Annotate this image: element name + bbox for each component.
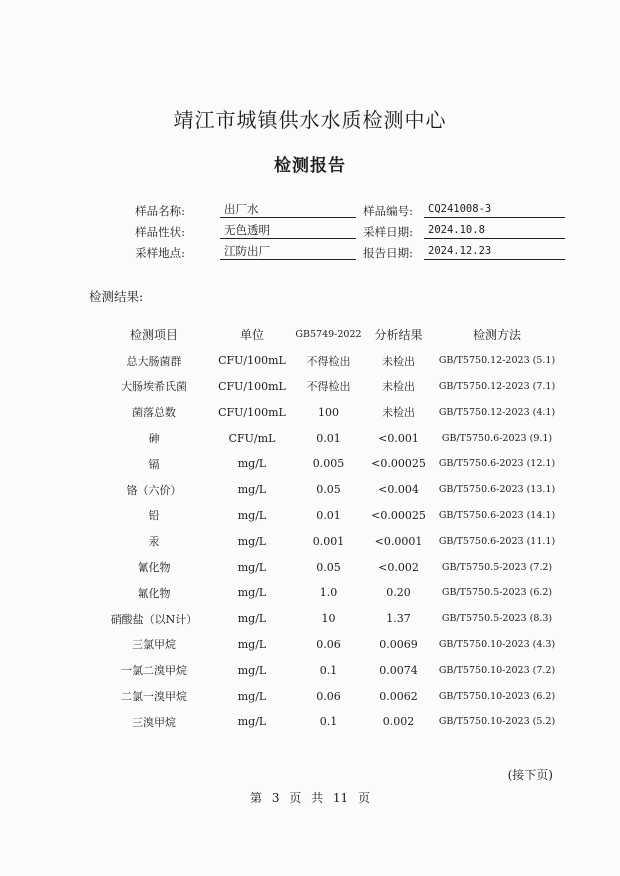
column-header-item: 检测项目	[129, 328, 178, 343]
result-cell: 0.0074	[379, 663, 418, 677]
item-name-cell: 大肠埃希氏菌	[121, 380, 187, 394]
result-cell: <0.0001	[374, 534, 423, 548]
item-name-cell: 硝酸盐（以N计）	[110, 612, 198, 626]
result-cell: 0.20	[386, 586, 411, 600]
unit-cell: mg/L	[237, 560, 267, 574]
unit-cell: mg/L	[237, 534, 267, 548]
method-cell: GB/T5750.5-2023 (7.2)	[441, 561, 553, 573]
item-name-cell: 氟化物	[137, 586, 171, 600]
result-cell: 未检出	[382, 354, 415, 368]
unit-cell: mg/L	[237, 483, 267, 497]
method-cell: GB/T5750.10-2023 (5.2)	[438, 716, 556, 728]
method-cell: GB/T5750.6-2023 (9.1)	[441, 432, 553, 444]
result-cell: <0.001	[378, 431, 419, 445]
unit-cell: CFU/100mL	[218, 379, 286, 393]
method-cell: GB/T5750.6-2023 (13.1)	[438, 484, 556, 496]
unit-cell: CFU/100mL	[218, 405, 286, 419]
table-row	[98, 374, 560, 400]
method-cell: GB/T5750.5-2023 (8.3)	[441, 613, 553, 625]
item-name-cell: 菌落总数	[132, 406, 176, 420]
item-name-cell: 三氯甲烷	[132, 638, 176, 652]
sample-property-label: 样品性状:	[135, 225, 185, 239]
table-row	[98, 554, 560, 580]
item-name-cell: 二氯一溴甲烷	[121, 690, 187, 704]
unit-cell: mg/L	[237, 586, 267, 600]
continue-note: (接下页)	[507, 768, 553, 782]
table-row	[98, 451, 560, 477]
table-row	[98, 528, 560, 554]
method-cell: GB/T5750.6-2023 (11.1)	[438, 535, 556, 547]
table-row	[98, 425, 560, 451]
standard-limit-cell: 0.05	[316, 483, 341, 497]
result-cell: 未检出	[382, 380, 415, 394]
organization-title: 靖江市城镇供水水质检测中心	[173, 108, 447, 132]
method-cell: GB/T5750.12-2023 (4.1)	[438, 406, 556, 418]
report-title: 检测报告	[274, 156, 346, 176]
sample-property-value: 无色透明	[220, 222, 356, 239]
result-cell: 0.0062	[379, 689, 418, 703]
method-cell: GB/T5750.6-2023 (14.1)	[438, 509, 556, 521]
standard-limit-cell: 0.05	[316, 560, 341, 574]
unit-cell: mg/L	[237, 508, 267, 522]
item-name-cell: 氰化物	[137, 561, 171, 575]
column-header-standard: GB5749-2022	[295, 329, 362, 341]
results-heading: 检测结果:	[89, 289, 144, 304]
standard-limit-cell: 0.1	[319, 663, 338, 677]
method-cell: GB/T5750.10-2023 (6.2)	[438, 690, 556, 702]
column-header-result: 分析结果	[374, 328, 423, 343]
item-name-cell: 一氯二溴甲烷	[121, 664, 187, 678]
sample-name-label: 样品名称:	[135, 204, 185, 218]
result-cell: <0.00025	[371, 457, 426, 471]
unit-cell: mg/L	[237, 637, 267, 651]
standard-limit-cell: 0.001	[312, 534, 345, 548]
result-cell: <0.004	[378, 483, 419, 497]
unit-cell: CFU/mL	[228, 431, 276, 445]
sample-location-value: 江防出厂	[220, 243, 356, 260]
table-row	[98, 606, 560, 632]
table-row	[98, 657, 560, 683]
standard-limit-cell: 1.0	[319, 586, 338, 600]
unit-cell: mg/L	[237, 457, 267, 471]
sample-number-label: 样品编号:	[363, 204, 413, 218]
results-table	[98, 322, 560, 735]
item-name-cell: 汞	[148, 535, 160, 549]
result-cell: 未检出	[382, 406, 415, 420]
report-date-label: 报告日期:	[363, 246, 413, 260]
sample-date-label: 采样日期:	[363, 225, 413, 239]
standard-limit-cell: 0.06	[316, 637, 341, 651]
column-header-unit: 单位	[239, 328, 264, 343]
standard-limit-cell: 不得检出	[306, 380, 351, 394]
method-cell: GB/T5750.5-2023 (6.2)	[441, 587, 553, 599]
unit-cell: CFU/100mL	[218, 354, 286, 368]
result-cell: 0.002	[382, 715, 415, 729]
report-date-value: 2024.12.23	[424, 243, 565, 260]
item-name-cell: 镉	[148, 457, 160, 471]
standard-limit-cell: 100	[318, 405, 339, 419]
standard-limit-cell: 0.01	[316, 431, 341, 445]
table-row	[98, 709, 560, 735]
table-row	[98, 632, 560, 658]
table-row	[98, 503, 560, 529]
item-name-cell: 三溴甲烷	[132, 715, 176, 729]
table-row	[98, 348, 560, 374]
result-cell: 0.0069	[379, 637, 418, 651]
result-cell: 1.37	[386, 612, 411, 626]
table-row	[98, 580, 560, 606]
unit-cell: mg/L	[237, 663, 267, 677]
item-name-cell: 铅	[148, 509, 160, 523]
method-cell: GB/T5750.12-2023 (7.1)	[438, 380, 556, 392]
sample-date-value: 2024.10.8	[424, 222, 565, 239]
unit-cell: mg/L	[237, 715, 267, 729]
standard-limit-cell: 0.005	[312, 457, 345, 471]
result-cell: <0.00025	[371, 508, 426, 522]
standard-limit-cell: 10	[321, 612, 336, 626]
sample-name-value: 出厂水	[220, 201, 356, 218]
column-header-method: 检测方法	[472, 328, 521, 343]
standard-limit-cell: 不得检出	[306, 354, 351, 368]
standard-limit-cell: 0.1	[319, 715, 338, 729]
item-name-cell: 砷	[148, 432, 160, 446]
unit-cell: mg/L	[237, 689, 267, 703]
results-header-row	[98, 322, 560, 348]
sample-location-label: 采样地点:	[135, 246, 185, 260]
standard-limit-cell: 0.01	[316, 508, 341, 522]
unit-cell: mg/L	[237, 612, 267, 626]
method-cell: GB/T5750.10-2023 (7.2)	[438, 664, 556, 676]
sample-number-value: CQ241008-3	[424, 201, 565, 218]
table-row	[98, 399, 560, 425]
item-name-cell: 铬（六价）	[126, 483, 182, 497]
method-cell: GB/T5750.12-2023 (5.1)	[438, 355, 556, 367]
method-cell: GB/T5750.6-2023 (12.1)	[438, 458, 556, 470]
table-row	[98, 683, 560, 709]
item-name-cell: 总大肠菌群	[126, 354, 182, 368]
method-cell: GB/T5750.10-2023 (4.3)	[438, 638, 556, 650]
standard-limit-cell: 0.06	[316, 689, 341, 703]
page-footer: 第 3 页 共 11 页	[250, 791, 370, 805]
result-cell: <0.002	[378, 560, 419, 574]
table-row	[98, 477, 560, 503]
